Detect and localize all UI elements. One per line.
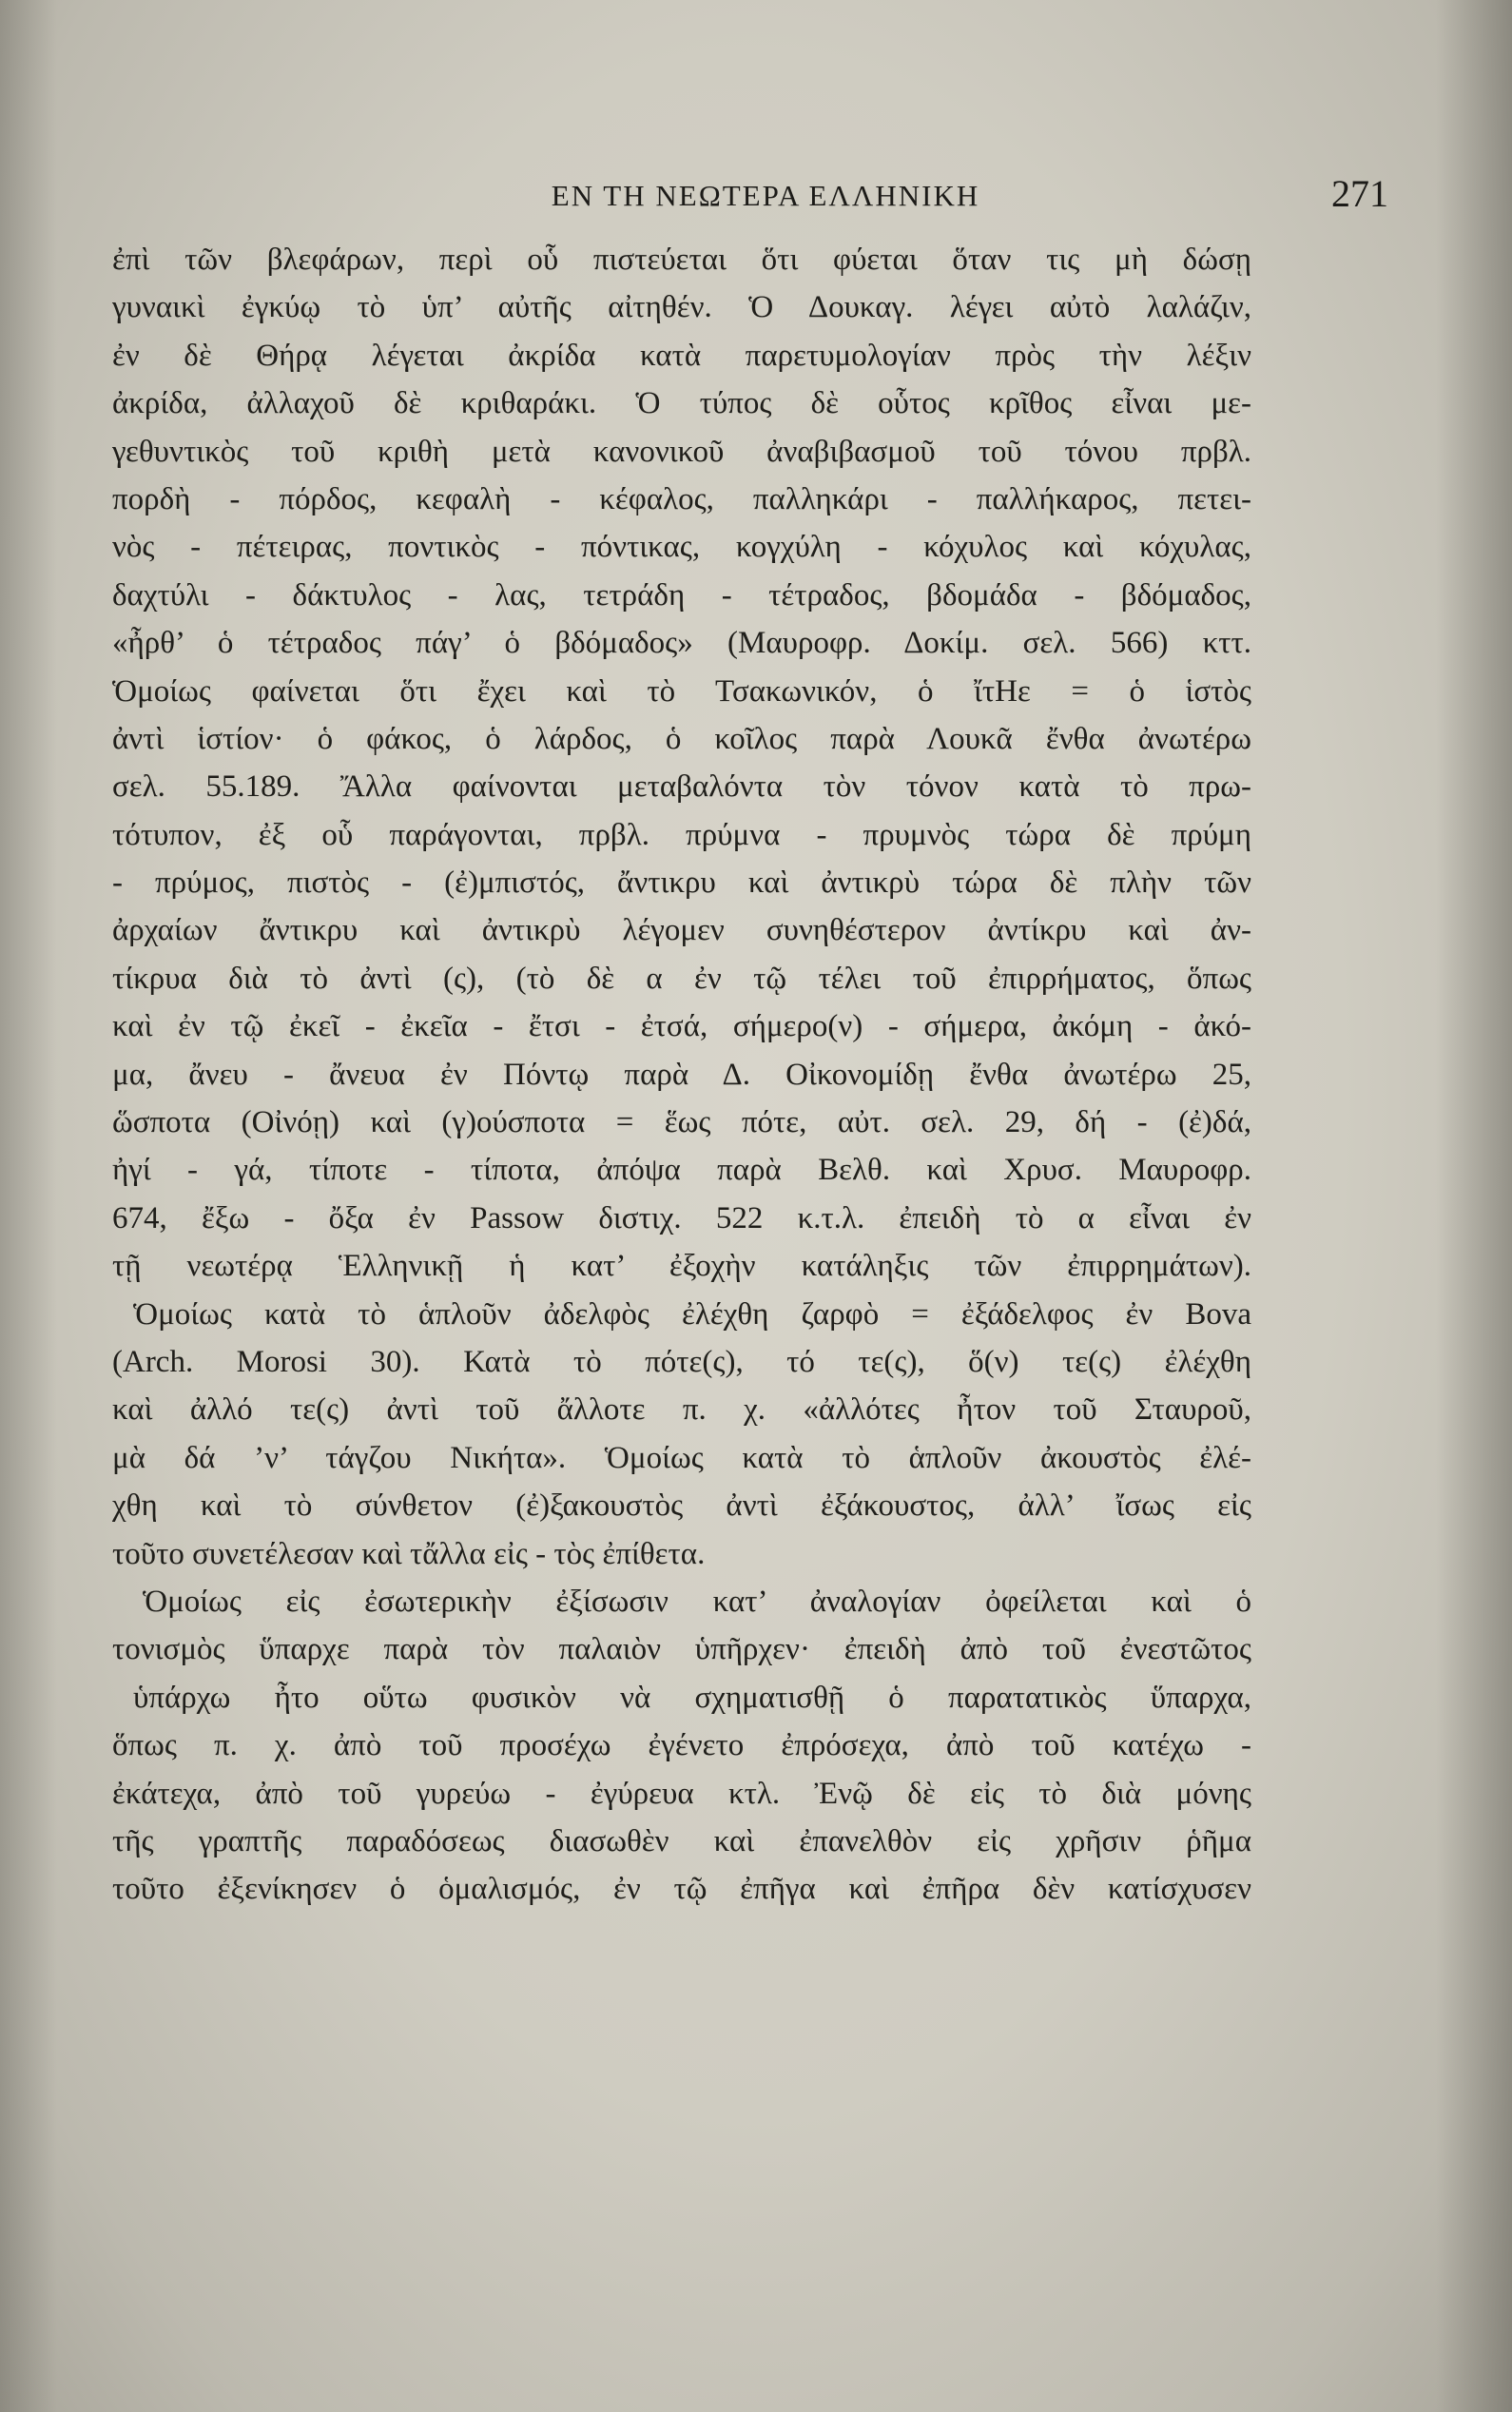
text-line: ἐν δὲ Θήρᾳ λέγεται ἀκρίδα κατὰ παρετυμολογίαν πρὸς τὴν λέξιν	[112, 338, 1251, 373]
text-line: πορδὴ - πόρδος, κεφαλὴ - κέφαλος, παλληκάρι - παλλήκαρος, πετει-	[112, 481, 1251, 516]
text-line: τότυπον, ἐξ οὗ παράγονται, πρβλ. πρύμνα - πρυμνὸς τώρα δὲ πρύμη	[112, 817, 1251, 852]
page-number: 271	[1331, 172, 1388, 215]
text-line: σελ. 55.189. Ἄλλα φαίνονται μεταβαλόντα τὸν τόνον κατὰ τὸ πρω-	[112, 769, 1251, 805]
text-line: γυναικὶ ἐγκύῳ τὸ ὑπ’ αὐτῆς αἰτηθέν. Ὁ Δουκαγ. λέγει αὐτὸ λαλάζιν,	[112, 290, 1251, 325]
text-line: ἐκάτεχα, ἀπὸ τοῦ γυρεύω - ἐγύρευα κτλ. Ἐνῷ δὲ εἰς τὸ διὰ μόνης	[112, 1776, 1251, 1811]
text-line: ὑπάρχω ἦτο οὕτω φυσικὸν νὰ σχηματισθῇ ὁ παρατατικὸς ὕπαρχα,	[133, 1680, 1251, 1715]
text-line: τοῦτο συνετέλεσαν καὶ τἄλλα εἰς - τὸς ἐπίθετα.	[112, 1536, 706, 1571]
page-edge-shadow-left	[0, 0, 57, 2412]
text-line: ὅπως π. χ. ἀπὸ τοῦ προσέχω ἐγένετο ἐπρόσεχα, ἀπὸ τοῦ κατέχω -	[112, 1728, 1251, 1763]
running-title: ΕΝ ΤΗ ΝΕΩΤΕΡΑ ΕΛΛΗΝΙΚΗ	[551, 179, 980, 212]
text-line: ἀρχαίων ἄντικρυ καὶ ἀντικρὺ λέγομεν συνηθέστερον ἀντίκρυ καὶ ἀν-	[112, 913, 1251, 948]
text-line: μὰ δά ’ν’ τάγζου Νικήτα». Ὁμοίως κατὰ τὸ ἁπλοῦν ἀκουστὸς ἐλέ-	[112, 1440, 1251, 1475]
page-edge-shadow-right	[1436, 0, 1512, 2412]
text-line: (Arch. Morosi 30). Κατὰ τὸ πότε(ς), τό τε(ς), ὅ(ν) τε(ς) ἐλέχθη	[112, 1344, 1251, 1379]
text-line: χθη καὶ τὸ σύνθετον (ἐ)ξακουστὸς ἀντὶ ἐξάκουστος, ἀλλ’ ἴσως εἰς	[112, 1488, 1251, 1524]
page-header	[114, 171, 1417, 228]
text-line: Ὁμοίως εἰς ἐσωτερικὴν ἐξίσωσιν κατ’ ἀναλογίαν ὀφείλεται καὶ ὁ	[143, 1584, 1251, 1619]
text-line: Ὁμοίως κατὰ τὸ ἁπλοῦν ἀδελφὸς ἐλέχθη ζαρφὸ = ἐξάδελφος ἐν Bova	[133, 1296, 1251, 1332]
text-line: καὶ ἀλλό τε(ς) ἀντὶ τοῦ ἄλλοτε π. χ. «ἀλλότες ἦτον τοῦ Σταυροῦ,	[112, 1392, 1251, 1428]
text-line: δαχτύλι - δάκτυλος - λας, τετράδη - τέτραδος, βδομάδα - βδόμαδος,	[112, 577, 1251, 613]
text-line: τίκρυα διὰ τὸ ἀντὶ (ς), (τὸ δὲ α ἐν τῷ τέλει τοῦ ἐπιρρήματος, ὅπως	[112, 961, 1251, 996]
body-text	[112, 236, 1251, 1914]
text-line: τονισμὸς ὕπαρχε παρὰ τὸν παλαιὸν ὑπῆρχεν· ἐπειδὴ ἀπὸ τοῦ ἐνεστῶτος	[112, 1632, 1251, 1667]
text-line: «ἦρθ’ ὁ τέτραδος πάγ’ ὁ βδόμαδος» (Μαυροφρ. Δοκίμ. σελ. 566) κττ.	[112, 626, 1251, 661]
text-line: - πρύμος, πιστὸς - (ἐ)μπιστός, ἄντικρυ καὶ ἀντικρὺ τώρα δὲ πλὴν τῶν	[112, 866, 1251, 901]
text-line: ἀντὶ ἱστίον· ὁ φάκος, ὁ λάρδος, ὁ κοῖλος παρὰ Λουκᾶ ἔνθα ἀνωτέρω	[112, 721, 1251, 756]
text-line: τῇ νεωτέρᾳ Ἑλληνικῇ ἡ κατ’ ἐξοχὴν κατάληξις τῶν ἐπιρρημάτων).	[112, 1249, 1251, 1284]
text-line: ἐπὶ τῶν βλεφάρων, περὶ οὗ πιστεύεται ὅτι φύεται ὅταν τις μὴ δώσῃ	[112, 243, 1251, 277]
text-line: Ὁμοίως φαίνεται ὅτι ἔχει καὶ τὸ Τσακωνικόν, ὁ ἴτΗε = ὁ ἱστὸς	[112, 673, 1251, 709]
text-line: τοῦτο ἐξενίκησεν ὁ ὁμαλισμός, ἐν τῷ ἐπῆγα καὶ ἐπῆρα δὲν κατίσχυσεν	[112, 1872, 1251, 1907]
text-line: μα, ἄνευ - ἄνευα ἐν Πόντῳ παρὰ Δ. Οἰκονομίδῃ ἔνθα ἀνωτέρω 25,	[112, 1057, 1251, 1092]
text-line: 674, ἔξω - ὄξα ἐν Passow διστιχ. 522 κ.τ.λ. ἐπειδὴ τὸ α εἶναι ἐν	[112, 1200, 1251, 1235]
text-line: γεθυντικὸς τοῦ κριθὴ μετὰ κανονικοῦ ἀναβιβασμοῦ τοῦ τόνου πρβλ.	[112, 434, 1251, 469]
text-line: ὥσποτα (Οἰνόῃ) καὶ (γ)ούσποτα = ἕως πότε, αὐτ. σελ. 29, δή - (ἐ)δά,	[112, 1105, 1251, 1140]
text-line: νὸς - πέτειρας, ποντικὸς - πόντικας, κογχύλη - κόχυλος καὶ κόχυλας,	[112, 530, 1251, 565]
text-line: ἀκρίδα, ἀλλαχοῦ δὲ κριθαράκι. Ὁ τύπος δὲ οὗτος κρῖθος εἶναι με-	[112, 386, 1251, 421]
text-line: τῆς γραπτῆς παραδόσεως διασωθὲν καὶ ἐπανελθὸν εἰς χρῆσιν ῥῆμα	[112, 1823, 1251, 1858]
text-line: ἠγί - γά, τίποτε - τίποτα, ἀπόψα παρὰ Βελθ. καὶ Χρυσ. Μαυροφρ.	[112, 1153, 1251, 1188]
text-line: καὶ ἐν τῷ ἐκεῖ - ἐκεῖα - ἔτσι - ἐτσά, σήμερο(ν) - σήμερα, ἀκόμη - ἀκό-	[112, 1009, 1251, 1044]
